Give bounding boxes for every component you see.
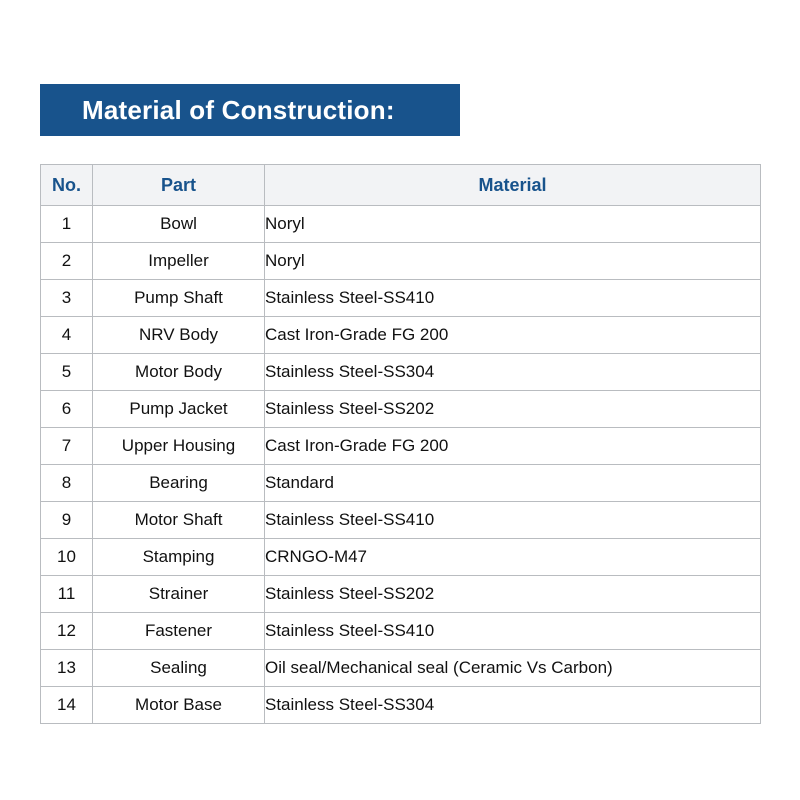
cell-material: Noryl bbox=[265, 206, 761, 243]
cell-no: 8 bbox=[41, 465, 93, 502]
table-row bbox=[41, 576, 761, 613]
cell-no: 5 bbox=[41, 354, 93, 391]
column-header-part: Part bbox=[93, 165, 265, 206]
table-row bbox=[41, 428, 761, 465]
cell-material: CRNGO-M47 bbox=[265, 539, 761, 576]
table-row bbox=[41, 502, 761, 539]
cell-part: Upper Housing bbox=[93, 428, 265, 465]
cell-no: 1 bbox=[41, 206, 93, 243]
cell-material: Stainless Steel-SS202 bbox=[265, 576, 761, 613]
cell-part: Motor Body bbox=[93, 354, 265, 391]
cell-material: Stainless Steel-SS410 bbox=[265, 280, 761, 317]
cell-part: Fastener bbox=[93, 613, 265, 650]
cell-material: Stainless Steel-SS304 bbox=[265, 354, 761, 391]
cell-material: Stainless Steel-SS304 bbox=[265, 687, 761, 724]
cell-material: Standard bbox=[265, 465, 761, 502]
table-row bbox=[41, 317, 761, 354]
table-row bbox=[41, 613, 761, 650]
cell-no: 14 bbox=[41, 687, 93, 724]
cell-material: Cast Iron-Grade FG 200 bbox=[265, 428, 761, 465]
cell-no: 13 bbox=[41, 650, 93, 687]
cell-no: 9 bbox=[41, 502, 93, 539]
table-row bbox=[41, 539, 761, 576]
material-of-construction-table bbox=[40, 164, 761, 724]
table-row bbox=[41, 687, 761, 724]
cell-part: Pump Shaft bbox=[93, 280, 265, 317]
table-row bbox=[41, 280, 761, 317]
table-body bbox=[41, 206, 761, 724]
cell-part: NRV Body bbox=[93, 317, 265, 354]
cell-part: Strainer bbox=[93, 576, 265, 613]
table-row bbox=[41, 206, 761, 243]
cell-part: Bowl bbox=[93, 206, 265, 243]
column-header-no: No. bbox=[41, 165, 93, 206]
cell-material: Stainless Steel-SS202 bbox=[265, 391, 761, 428]
cell-material: Oil seal/Mechanical seal (Ceramic Vs Carbon) bbox=[265, 650, 761, 687]
page-title: Material of Construction: bbox=[82, 94, 395, 125]
cell-no: 10 bbox=[41, 539, 93, 576]
cell-no: 2 bbox=[41, 243, 93, 280]
table-header-row bbox=[41, 165, 761, 206]
table-row bbox=[41, 465, 761, 502]
cell-no: 3 bbox=[41, 280, 93, 317]
cell-no: 7 bbox=[41, 428, 93, 465]
cell-part: Motor Shaft bbox=[93, 502, 265, 539]
table-row bbox=[41, 243, 761, 280]
cell-part: Impeller bbox=[93, 243, 265, 280]
cell-no: 4 bbox=[41, 317, 93, 354]
cell-material: Cast Iron-Grade FG 200 bbox=[265, 317, 761, 354]
cell-part: Motor Base bbox=[93, 687, 265, 724]
column-header-material: Material bbox=[265, 165, 761, 206]
cell-material: Noryl bbox=[265, 243, 761, 280]
cell-material: Stainless Steel-SS410 bbox=[265, 502, 761, 539]
table-row bbox=[41, 650, 761, 687]
table-row bbox=[41, 354, 761, 391]
cell-part: Pump Jacket bbox=[93, 391, 265, 428]
cell-no: 6 bbox=[41, 391, 93, 428]
table-row bbox=[41, 391, 761, 428]
cell-part: Stamping bbox=[93, 539, 265, 576]
cell-material: Stainless Steel-SS410 bbox=[265, 613, 761, 650]
table-header bbox=[41, 165, 761, 206]
section-title-banner bbox=[40, 84, 460, 136]
cell-no: 12 bbox=[41, 613, 93, 650]
cell-part: Bearing bbox=[93, 465, 265, 502]
cell-part: Sealing bbox=[93, 650, 265, 687]
cell-no: 11 bbox=[41, 576, 93, 613]
